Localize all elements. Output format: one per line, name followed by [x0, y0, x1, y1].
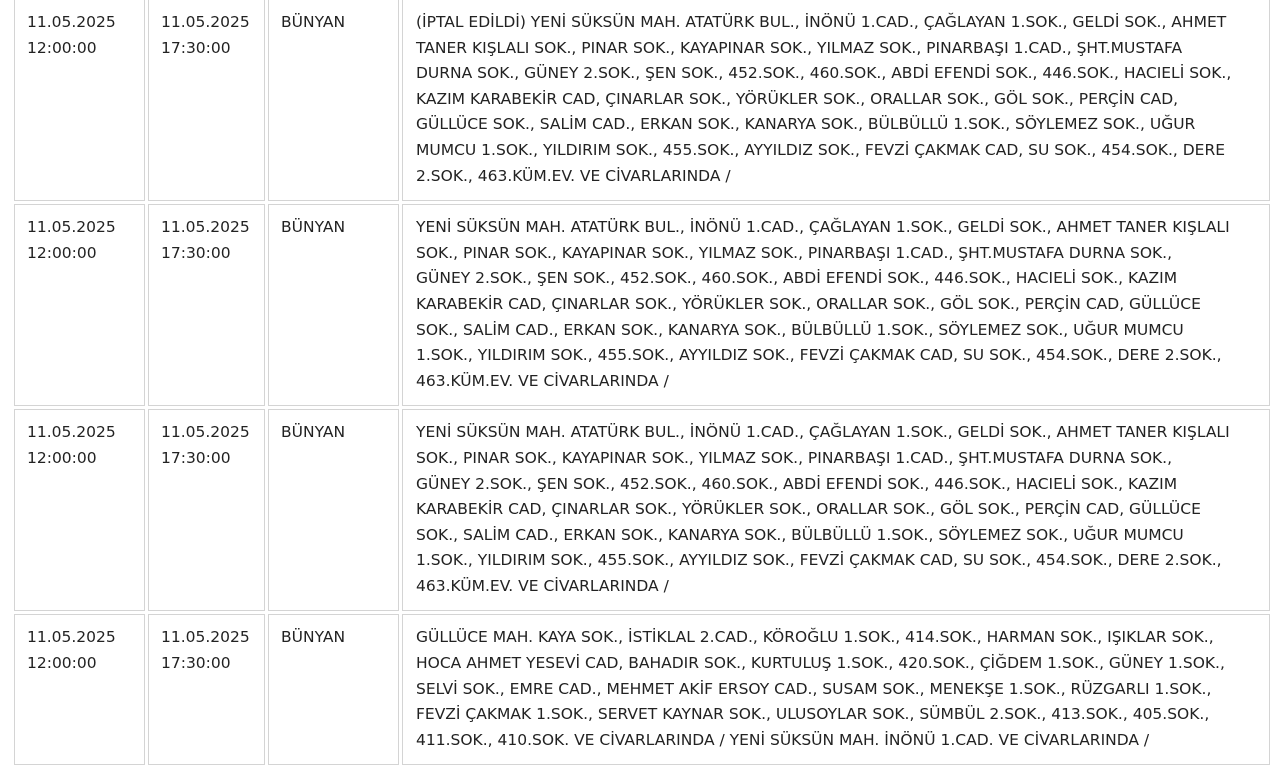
- address-line: GÜLLÜCE MAH. KAYA SOK., İSTİKLAL 2.CAD., KÖROĞLU 1.SOK., 414.SOK., HARMAN SOK., IŞIKLAR SOK.,: [416, 628, 1214, 647]
- start-cell: [14, 614, 145, 765]
- end-time: 17:30:00: [161, 448, 231, 467]
- start-cell: [14, 409, 145, 611]
- address-line: 1.SOK., YILDIRIM SOK., 455.SOK., AYYILDIZ SOK., FEVZİ ÇAKMAK CAD, SU SOK., 454.SOK., DERE 2.SOK.,: [416, 551, 1222, 570]
- end-time: 17:30:00: [161, 38, 231, 57]
- address-line: GÜNEY 2.SOK., ŞEN SOK., 452.SOK., 460.SOK., ABDİ EFENDİ SOK., 446.SOK., HACIELİ SOK., KAZIM: [416, 269, 1178, 288]
- outage-table: [11, 0, 1273, 768]
- district-name: BÜNYAN: [281, 13, 346, 31]
- address-cell: [402, 614, 1270, 765]
- address-line: KAZIM KARABEKİR CAD, ÇINARLAR SOK., YÖRÜKLER SOK., ORALLAR SOK., GÖL SOK., PERÇİN CAD,: [416, 89, 1179, 108]
- address-line: FEVZİ ÇAKMAK 1.SOK., SERVET KAYNAR SOK., ULUSOYLAR SOK., SÜMBÜL 2.SOK., 413.SOK., 405.SOK.,: [416, 705, 1210, 724]
- end-cell: [148, 204, 265, 406]
- address-line: (İPTAL EDİLDİ) YENİ SÜKSÜN MAH. ATATÜRK BUL., İNÖNÜ 1.CAD., ÇAĞLAYAN 1.SOK., GELDİ SOK., AHMET: [416, 13, 1227, 31]
- address-line: MUMCU 1.SOK., YILDIRIM SOK., 455.SOK., AYYILDIZ SOK., FEVZİ ÇAKMAK CAD, SU SOK., 454.SOK., DERE: [416, 140, 1226, 159]
- end-date: 11.05.2025: [161, 423, 250, 442]
- end-cell: [148, 409, 265, 611]
- address-line: 463.KÜM.EV. VE CİVARLARINDA /: [416, 576, 669, 595]
- district-name: BÜNYAN: [281, 218, 346, 237]
- address-line: KARABEKİR CAD, ÇINARLAR SOK., YÖRÜKLER SOK., ORALLAR SOK., GÖL SOK., PERÇİN CAD, GÜLLÜCE: [416, 294, 1201, 313]
- address-line: TANER KIŞLALI SOK., PINAR SOK., KAYAPINAR SOK., YILMAZ SOK., PINARBAŞI 1.CAD., ŞHT.MUSTAFA: [416, 38, 1183, 57]
- address-line: SOK., PINAR SOK., KAYAPINAR SOK., YILMAZ SOK., PINARBAŞI 1.CAD., ŞHT.MUSTAFA DURNA SOK.,: [416, 448, 1173, 467]
- start-date: 11.05.2025: [27, 423, 116, 442]
- address-line: 411.SOK., 410.SOK. VE CİVARLARINDA / YENİ SÜKSÜN MAH. İNÖNÜ 1.CAD. VE CİVARLARINDA /: [416, 730, 1150, 749]
- end-date: 11.05.2025: [161, 13, 250, 31]
- start-date: 11.05.2025: [27, 218, 116, 237]
- district-cell: [268, 0, 399, 201]
- address-cell: [402, 0, 1270, 201]
- start-time: 12:00:00: [27, 38, 97, 57]
- end-cell: [148, 0, 265, 201]
- start-time: 12:00:00: [27, 448, 97, 467]
- table-row: [14, 204, 1270, 406]
- address-line: SOK., SALİM CAD., ERKAN SOK., KANARYA SOK., BÜLBÜLLÜ 1.SOK., SÖYLEMEZ SOK., UĞUR MUMCU: [416, 320, 1184, 339]
- address-line: GÜNEY 2.SOK., ŞEN SOK., 452.SOK., 460.SOK., ABDİ EFENDİ SOK., 446.SOK., HACIELİ SOK., KAZIM: [416, 474, 1178, 493]
- address-line: 1.SOK., YILDIRIM SOK., 455.SOK., AYYILDIZ SOK., FEVZİ ÇAKMAK CAD, SU SOK., 454.SOK., DERE 2.SOK.,: [416, 346, 1222, 365]
- start-cell: [14, 0, 145, 201]
- start-date: 11.05.2025: [27, 13, 116, 31]
- address-line: HOCA AHMET YESEVİ CAD, BAHADIR SOK., KURTULUŞ 1.SOK., 420.SOK., ÇİĞDEM 1.SOK., GÜNEY 1.SOK.,: [416, 654, 1225, 673]
- address-line: KARABEKİR CAD, ÇINARLAR SOK., YÖRÜKLER SOK., ORALLAR SOK., GÖL SOK., PERÇİN CAD, GÜLLÜCE: [416, 500, 1201, 519]
- district-cell: [268, 204, 399, 406]
- start-cell: [14, 204, 145, 406]
- district-cell: [268, 614, 399, 765]
- address-line: YENİ SÜKSÜN MAH. ATATÜRK BUL., İNÖNÜ 1.CAD., ÇAĞLAYAN 1.SOK., GELDİ SOK., AHMET TANER KIŞLALI: [416, 423, 1230, 442]
- start-date: 11.05.2025: [27, 628, 116, 647]
- table-row: [14, 0, 1270, 201]
- address-line: 463.KÜM.EV. VE CİVARLARINDA /: [416, 371, 669, 390]
- address-line: YENİ SÜKSÜN MAH. ATATÜRK BUL., İNÖNÜ 1.CAD., ÇAĞLAYAN 1.SOK., GELDİ SOK., AHMET TANER KIŞLALI: [416, 218, 1230, 237]
- end-date: 11.05.2025: [161, 628, 250, 647]
- address-line: SOK., SALİM CAD., ERKAN SOK., KANARYA SOK., BÜLBÜLLÜ 1.SOK., SÖYLEMEZ SOK., UĞUR MUMCU: [416, 525, 1184, 544]
- address-line: SOK., PINAR SOK., KAYAPINAR SOK., YILMAZ SOK., PINARBAŞI 1.CAD., ŞHT.MUSTAFA DURNA SOK.,: [416, 243, 1173, 262]
- address-cell: [402, 204, 1270, 406]
- district-cell: [268, 409, 399, 611]
- address-cell: [402, 409, 1270, 611]
- end-time: 17:30:00: [161, 654, 231, 673]
- end-cell: [148, 614, 265, 765]
- table-row: [14, 614, 1270, 765]
- end-time: 17:30:00: [161, 243, 231, 262]
- address-line: SELVİ SOK., EMRE CAD., MEHMET AKİF ERSOY CAD., SUSAM SOK., MENEKŞE 1.SOK., RÜZGARLI 1.SOK.,: [416, 679, 1212, 698]
- start-time: 12:00:00: [27, 654, 97, 673]
- address-line: GÜLLÜCE SOK., SALİM CAD., ERKAN SOK., KANARYA SOK., BÜLBÜLLÜ 1.SOK., SÖYLEMEZ SOK., UĞUR: [416, 115, 1196, 134]
- district-name: BÜNYAN: [281, 423, 346, 442]
- table-row: [14, 409, 1270, 611]
- end-date: 11.05.2025: [161, 218, 250, 237]
- address-line: DURNA SOK., GÜNEY 2.SOK., ŞEN SOK., 452.SOK., 460.SOK., ABDİ EFENDİ SOK., 446.SOK., HACIELİ SOK.,: [416, 64, 1232, 83]
- address-line: 2.SOK., 463.KÜM.EV. VE CİVARLARINDA /: [416, 166, 731, 185]
- outage-table-container: [14, 0, 1266, 768]
- district-name: BÜNYAN: [281, 628, 346, 647]
- start-time: 12:00:00: [27, 243, 97, 262]
